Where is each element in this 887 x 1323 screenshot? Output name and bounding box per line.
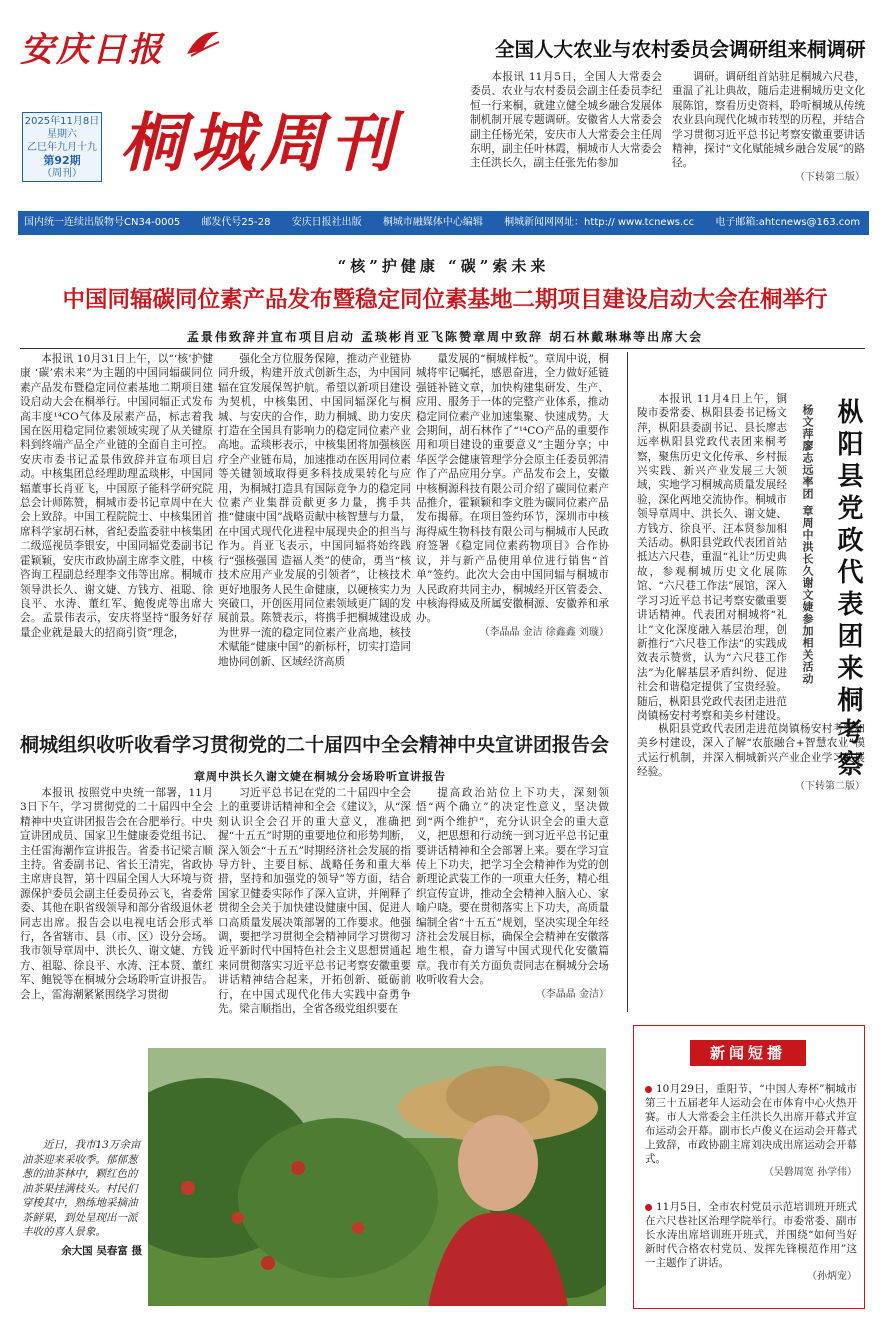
editor: 桐城市融媒体中心编辑: [382, 217, 483, 228]
side-story-intro: 本报讯 11月4日上午，铜陵市委常委、枞阳县委书记杨文萍，枞阳县委副书记、县长廖志远率枞阳县党政代表团来桐考察，聚焦历史文化传承、乡村振兴实践、新兴产业发展三大领域，实地学习桐城高质量发展经验，深化两地交流协作。桐城市领导章周中、洪长久、谢文婕、方钱方、徐良平、汪本贤参加相关活动。枞阳县党政代表团首站抵达六尺巷，重温“礼让”历史典故，参观桐城历史文化展陈馆、“六尺巷工作法”展馆，深入学习习近平总书记考察安徽重要讲话精神。代表团对桐城将“礼让”文化深度融入基层治理，创新推行“六尺巷工作法”的实践成效表示赞赏，认为“六尺巷工作法”为化解基层矛盾纠纷、促进社会和谐稳定提供了宝贵经验。随后，枞阳县党政代表团走进范岗镇杨安村考察和美乡村建设。: [637, 393, 787, 722]
oil-tea-harvest-photo: [148, 1048, 606, 1306]
side-story-title: 枞阳县党政代表团来桐考察: [833, 398, 863, 782]
second-story-headline: 桐城组织收听收看学习贯彻党的二十届四中全会精神中央宣讲团报告会: [20, 734, 610, 756]
post-code: 邮发代号25-28: [201, 217, 271, 228]
lead-story-col1: 本报讯 10月31日上午，以“‘核’护健康 ‘碳’索未来”为主题的中国同辐碳同位素产品发布暨稳定同位素基地二期项目建设启动大会在桐举行。中国同辐正式发布高丰度¹⁴CO气体及尿素产品，标志着我国在医用稳定同位素领域实现了从关键原料到终端产品全产业链的全面自主可控。安庆市委书记孟景伟致辞并宣布项目启动。中核集团总经理助理孟琰彬，中国同辐董事长肖亚飞，中国原子能科学研究院总会计师陈赞，桐城市委书记章周中在大会上致辞。中国工程院院士、中核集团首席科学家胡石林，省纪委监委驻中核集团二级巡视员李银安，中国同辐党委副书记霍颖颖，安庆市政协副主席李文胜，中核咨询工程副总经理李文伟等出席。桐城市领导洪长久、谢文婕、方钱方、祖聪、徐良平、水涛、董红军、鲍俊虎等出席大会。孟景伟表示，安庆将坚持“服务好存量企业就是最大的招商引资”理念，: [20, 353, 213, 639]
lead-story-kicker: “核”护健康 “碳”索未来: [337, 257, 550, 275]
publisher: 安庆日报社出版: [291, 217, 362, 228]
second-story-subhead: 章周中洪长久谢文婕在桐城分会场聆听宣讲报告: [194, 770, 446, 783]
cn-number: 国内统一连续出版物号CN34-0005: [24, 217, 181, 228]
newspaper-masthead: 安庆日报: [20, 30, 164, 70]
second-story-col1: 本报讯 按照党中央统一部署，11月3日下午，学习贯彻党的二十届四中全会精神中央宣讲团报告会在合肥举行。中央宣讲团成员、国家卫生健康委党组书记、主任雷海潮作宣讲报告。省委书记梁言顺主持。省委副书记、省长王清宪，省政协主席唐良智，第十四届全国人大环境与资源保护委员会副主任委员孙云飞，省委常委、其他在职省级领导和部分省级退休老同志出席。报告会以电视电话会形式举行，各省辖市、县（市、区）设分会场。我市领导章周中、洪长久、谢文婕、方钱方、祖聪、徐良平、水涛、汪本贤、董红军、鲍锐等在桐城分会场聆听宣讲报告。会上，雷海潮紧紧围绕学习贯彻: [20, 787, 213, 1001]
weekly-title: 桐城周刊: [120, 106, 400, 181]
news-brief-item: 10月29日，重阳节，“中国人寿杯”桐城市第三十五届老年人运动会在市体育中心火热开赛。市人大常委会主任洪长久出席开幕式并宣布运动会开幕。副市长卢俊义在运动会开幕式上致辞，市政协副主席刘决成出席运动会开幕式。 （吴磐周宽 孙学伟）: [645, 1083, 857, 1178]
bullet-icon: [645, 1204, 652, 1211]
email-link[interactable]: 电子邮箱:ahtcnews@163.com: [715, 217, 861, 228]
side-story-continued-text: 枞阳县党政代表团走进范岗镇杨安村考察和美乡村建设，深入了解“农旅融合+智慧农业”模式运行机制，并深入桐城新兴产业企业学习发展经验。: [637, 723, 865, 779]
second-story-col3: 提高政治站位上下功夫，深刻领悟“两个确立”的决定性意义，坚决做到“两个维护”，充分认识全会的重大意义，把思想和行动统一到习近平总书记重要讲话精神和全会部署上来。要在学习宣传上下功夫，把学习全会精神作为党的创新理论武装工作的一项重大任务，精心组织宣传宣讲，推动全会精神入脑入心、家喻户晓。要在贯彻落实上下功夫，高质量编制全省“十五五”规划，坚决实现全年经济社会发展目标，确保全会精神在安徽落地生根，奋力谱写中国式现代化安徽篇章。我市有关方面负责同志在桐城分会场收听收看大会。 （李晶晶 金洁）: [416, 786, 609, 1036]
second-story-byline: （李晶晶 金洁）: [535, 988, 609, 1000]
photo-caption: [22, 1138, 142, 1258]
news-brief-item: 11月5日，全市农村党员示范培训班开班式在六尺巷社区治理学院举行。市委常委、副市长水涛出席培训班开班式，并围绕“如何当好新时代合格农村党员、发挥先锋模范作用”这一主题作了讲话。 （孙炳宠）: [645, 1201, 857, 1282]
top-article-title: 全国人大农业与农村委员会调研组来桐调研: [495, 38, 866, 61]
lead-story-headline: 中国同辐碳同位素产品发布暨稳定同位素基地二期项目建设启动大会在桐举行: [62, 287, 828, 313]
date-text: 2025年11月8日: [24, 116, 100, 127]
divider: [20, 348, 865, 349]
news-briefs-title: 新闻短播: [690, 1040, 806, 1066]
photo-caption-text: 近日，我市13万余亩油茶迎来采收季。郁郁葱葱的油茶林中，颗红色的油茶果挂满枝头。村民们穿梭其中，熟练地采摘油茶鲜果，到处呈现出一派丰收的喜人景象。: [22, 1139, 141, 1238]
photo-credit: 余大国 吴春富 摄: [61, 1244, 142, 1257]
side-story-body: [637, 722, 865, 1012]
weekday-text: 星期六: [47, 129, 77, 140]
second-story-col2: 习近平总书记在党的二十届四中全会上的重要讲话精神和全会《建议》，从“深刻认识全会召开的重大意义，准确把握“十五五”时期的重要地位和形势判断，深入领会“十五五”时期经济社会发展的指导方针、主要目标、战略任务和重大举措，坚持和加强党的领导”等方面，结合国家卫健委实际作了深入宣讲，并阐释了贯彻全会关于加快建设健康中国、促进人口高质量发展决策部署的工作要求。他强调，要把学习贯彻全会精神同学习贯彻习近平新时代中国特色社会主义思想贯通起来同贯彻落实习近平总书记考察安徽重要讲话精神结合起来，开拓创新、砥砺前行，在中国式现代化伟大实践中奋勇争先。梁言顺指出，全省各级党组织要在: [218, 787, 411, 1016]
bullet-icon: [645, 1086, 652, 1093]
lead-story-col2: 强化全方位服务保障，推动产业链协同升级，构建开放式创新生态，为中国同辐在宜发展保驾护航。希望以新项目建设为契机，中核集团、中国同辐深化与桐城、与安庆的合作，助力桐城、助力安庆打造在全国具有影响力的稳定同位素产业高地。孟琰彬表示，中核集团将加强核医疗全产业链布局，加速推动在医用同位素等关键领域取得更多科技成果转化与应用，为桐城打造具有国际竞争力的稳定同位素产业集群贡献更多力量，携手共推“健康中国”战略贡献中核智慧与力量，在中国式现代化进程中展现央企的担当与作为。肖亚飞表示，中国同辐将始终践行“强核强国 造福人类”的使命，勇当“核技术应用产业发展的引领者”，让核技术更好地服务人民生命健康，以硬核实力为突破口，开创医用同位素领域更广阔的发展前景。陈赞表示，将携手把桐城建设成为世界一流的稳定同位素产业高地，核技术赋能“健康中国”的新标杆，切实打造同地协同创新、区域经济高质: [218, 353, 411, 668]
lead-story-subhead: 孟景伟致辞并宣布项目启动 孟琰彬肖亚飞陈赞章周中致辞 胡石林戴琳琳等出席大会: [186, 330, 704, 344]
lead-story-byline: （李晶晶 金洁 徐鑫鑫 刘璇）: [479, 626, 609, 638]
side-story-subtitle: 杨文萍廖志远率团 章周中洪长久谢文婕参加相关活动: [801, 404, 814, 685]
lead-story-col3: 量发展的“桐城样板”。章周中说，桐城将牢记嘱托，感恩奋进，全力做好延链强链补链文章，加快构建集研发、生产、应用、服务于一体的完整产业体系，推动稳定同位素产业加速集聚、快速成势。大会期间，胡石林作了“¹⁴CO产品的重要作用和项目建设的重要意义”主题分享；中华医学会健康管理学分会原主任委员郭清作了产品应用分享。产品发布会上，安徽中核桐源科技有限公司介绍了碳同位素产品推介，霍颖颖和李文胜为碳同位素产品发布揭幕。在项目签约环节，深圳市中核海得威生物科技有限公司与桐城市人民政府签署《稳定同位素药物项目》合作协议，并与新产品使用单位进行销售“首单”签约。此次大会由中国同辐与桐城市人民政府共同主办，桐城经开区管委会、中核海得威及所属安徽桐源、安徽养和承办。 （李晶晶 金洁 徐鑫鑫 刘璇）: [416, 352, 609, 717]
issue-number: 第92期: [43, 154, 81, 167]
masthead-swoosh-icon: [185, 28, 221, 58]
side-story-continued: （下转第二版）: [795, 780, 865, 792]
lunar-date-text: 乙巳年九月十九: [27, 142, 97, 153]
top-article-col2: 调研。调研组首站驻足桐城六尺巷，重温了礼让典故，随后走进桐城历史文化展陈馆，察看历史资料，聆听桐城从传统农业县向现代化城市转型的历程，并结合学习贯彻习近平总书记考察安徽重要讲话精神，探讨“文化赋能城乡融合发展”的路径。 （下转第二版）: [672, 70, 865, 185]
top-article-col1: 本报讯 11月5日，全国人大常委会委员、农业与农村委员会副主任委员李纪恒一行来桐，就建立健全城乡融合发展体制机制开展专题调研。安徽省人大常委会副主任杨光荣，安庆市人大常委会主任周东明，副主任叶林霞，桐城市人大常委会主任洪长久，副主任张先佑参加: [470, 71, 662, 170]
date-box: [22, 112, 102, 182]
publication-info-bar: [18, 211, 869, 235]
top-article-continued: （下转第二版）: [795, 171, 865, 183]
website-link[interactable]: 桐城新闻网网址：http:// www.tcnews.cc: [504, 217, 695, 228]
edition-label: （周刊）: [42, 168, 82, 179]
column-divider: [627, 352, 628, 1012]
